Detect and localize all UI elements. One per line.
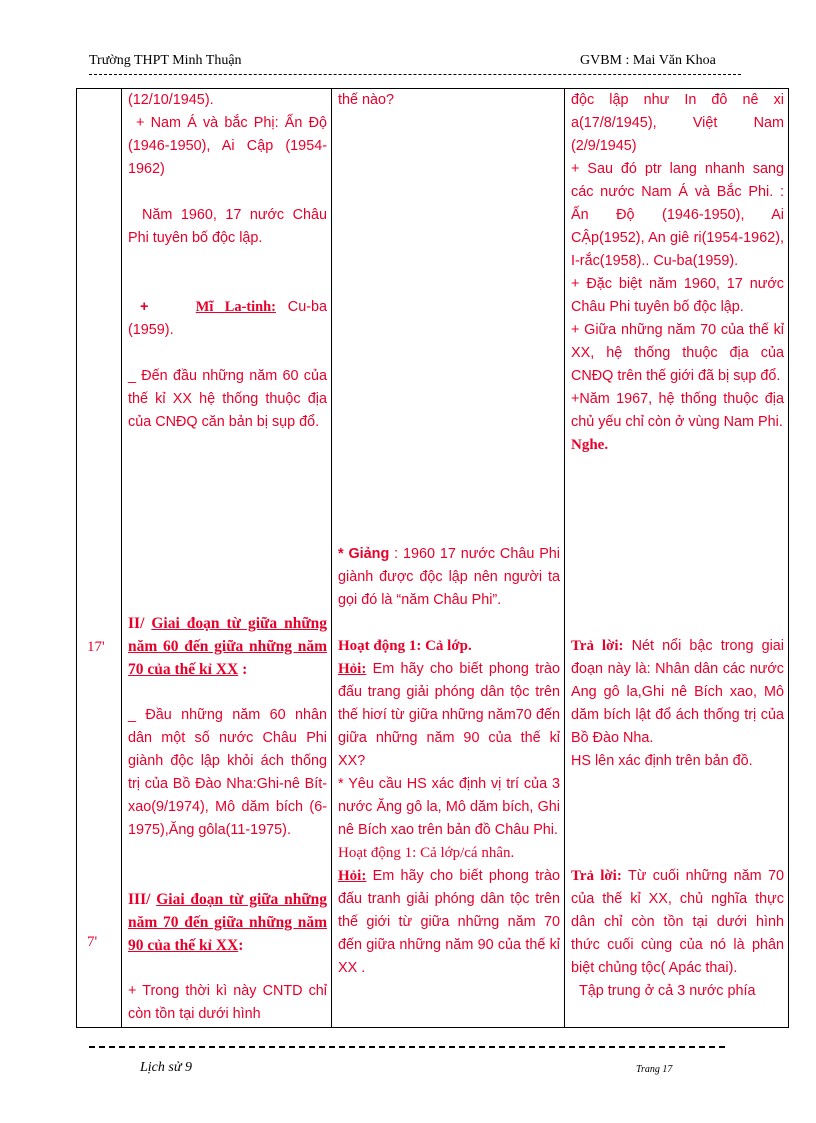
section-heading-2 <box>128 612 327 681</box>
table-row <box>77 89 789 1028</box>
student-p10: Tập trung ở cả 3 nước phía <box>579 983 756 999</box>
activity-p4 <box>338 658 560 773</box>
content-p4 <box>128 296 327 342</box>
student-p5: +Năm 1967, hệ thống thuộc địa chủ yếu chỉ còn ở vùng Nam Phi. <box>571 391 784 430</box>
header-divider <box>89 74 741 75</box>
teacher-name: GVBM : Mai Văn Khoa <box>580 53 716 68</box>
activity-p7-label: Hỏi: <box>338 868 367 884</box>
content-p1: (12/10/1945). <box>128 92 214 108</box>
activity-p2-label: * Giảng <box>338 546 390 562</box>
activity-p6: Hoạt động 1: Cả lớp/cá nhân. <box>338 845 515 861</box>
student-p3: + Đặc biệt năm 1960, 17 nước Châu Phi tuyên bố độc lập. <box>571 276 784 315</box>
activity-p4-label: Hỏi: <box>338 661 367 677</box>
section-heading-3-tail: : <box>238 937 244 954</box>
student-p7 <box>571 635 784 750</box>
activity-p4-rest: Em hãy cho biết phong trào đấu trang giải phóng dân tộc trên thế hiơí từ giữa những năm70 đến giữa những năm 90 của thế kỉ XX? <box>338 661 560 769</box>
student-p7-rest: Nét nổi bậc trong giai đoạn này là: Nhân dân các nước Ang gô la,Ghi nê Bích xao, Mô dăm bích lật đổ ách thống trị của Bồ Đào Nha. <box>571 638 784 746</box>
section-heading-2-num: II/ <box>128 615 152 632</box>
content-p6: _ Đầu những năm 60 nhân dân một số nước Châu Phi giành độc lập khỏi ách thống trị của Bồ Đào Nha:Ghi-nê Bít-xao(9/1974), Mô dăm bích (6-1975),Ăng gôla(11-1975). <box>128 707 327 838</box>
student-p2: + Sau đó ptr lang nhanh sang các nước Nam Á và Bắc Phi. : Ấn Độ (1946-1950), Ai CẬp(1952), An giê ri(1954-1962), I-rắc(1958).. Cu-ba(1959). <box>571 161 784 269</box>
content-column <box>122 89 332 1028</box>
section-heading-3 <box>128 888 327 957</box>
student-p9-rest: Từ cuối những năm 70 của thế kỉ XX, chủ nghĩa thực dân chỉ còn tồn tại dưới hình thức cuối cùng của nó là phân biệt chủng tộc( Apác thai). <box>571 868 785 976</box>
content-p2: + Nam Á và bắc Phị: Ấn Độ (1946-1950), Ai Cập (1954-1962) <box>128 115 327 177</box>
section-heading-2-tail: : <box>238 661 248 678</box>
student-p6: Nghe. <box>571 437 609 453</box>
activity-p7 <box>338 865 560 980</box>
activity-p7-rest: Em hãy cho biết phong trào đấu tranh giải phóng dân tộc trên thế giới từ giữa những năm 70 đến giữa những năm 90 của thế kỉ XX . <box>338 868 560 976</box>
content-p7: + Trong thời kì này CNTD chỉ còn tồn tại dưới hình <box>128 983 327 1022</box>
activity-p5: * Yêu cầu HS xác định vị trí của 3 nước Ăng gô la, Mô dăm bích, Ghi nê Bích xao trên bản đồ Châu Phi. <box>338 776 560 838</box>
student-p7-label: Trả lời: <box>571 638 624 654</box>
student-activity-column <box>565 89 789 1028</box>
activity-p3: Hoạt động 1: Cả lớp. <box>338 638 472 654</box>
footer-divider <box>89 1046 725 1048</box>
student-p4: + Giữa những năm 70 của thế kỉ XX, hệ thống thuộc địa của CNĐQ trên thế giới đã bị sụp đổ. <box>571 322 784 384</box>
section-heading-2-text: Giai đoạn từ giữa những năm 60 đến giữa những năm 70 của thế kỉ XX <box>128 615 327 678</box>
section-heading-3-num: III/ <box>128 891 157 908</box>
student-p8: HS lên xác định trên bản đồ. <box>571 753 753 769</box>
school-name: Trường THPT Minh Thuận <box>89 53 242 68</box>
student-p9 <box>571 865 784 980</box>
content-p3: Năm 1960, 17 nước Châu Phi tuyên bố độc lập. <box>128 207 327 246</box>
activity-p2 <box>338 543 560 612</box>
content-p4-rest: Cu-ba (1959). <box>128 299 328 338</box>
content-p4-plus: + <box>140 299 149 315</box>
time-label-2: 7' <box>87 934 98 950</box>
student-p1: độc lập như In đô nê xi a(17/8/1945), Việt Nam (2/9/1945) <box>571 92 784 154</box>
content-p5: _ Đến đầu những năm 60 của thế kỉ XX hệ thống thuộc địa của CNĐQ căn bản bị sụp đổ. <box>128 368 327 430</box>
teacher-activity-column <box>332 89 565 1028</box>
section-heading-3-text: Giai đoạn từ giữa những năm 70 đến giữa những năm 90 của thế kỉ XX <box>128 891 327 954</box>
content-p4-label: Mĩ La-tinh: <box>195 299 276 315</box>
lesson-table <box>76 88 789 1028</box>
page-number: Trang 17 <box>636 1064 673 1075</box>
activity-p2-rest: : 1960 17 nước Châu Phi giành được độc lập nên người ta gọi đó là “năm Châu Phi”. <box>338 546 561 608</box>
subject-name: Lịch sử 9 <box>140 1060 192 1075</box>
time-column <box>77 89 122 1028</box>
activity-p1: thế nào? <box>338 92 395 108</box>
student-p9-label: Trả lời: <box>571 868 622 884</box>
time-label-1: 17' <box>87 639 105 655</box>
